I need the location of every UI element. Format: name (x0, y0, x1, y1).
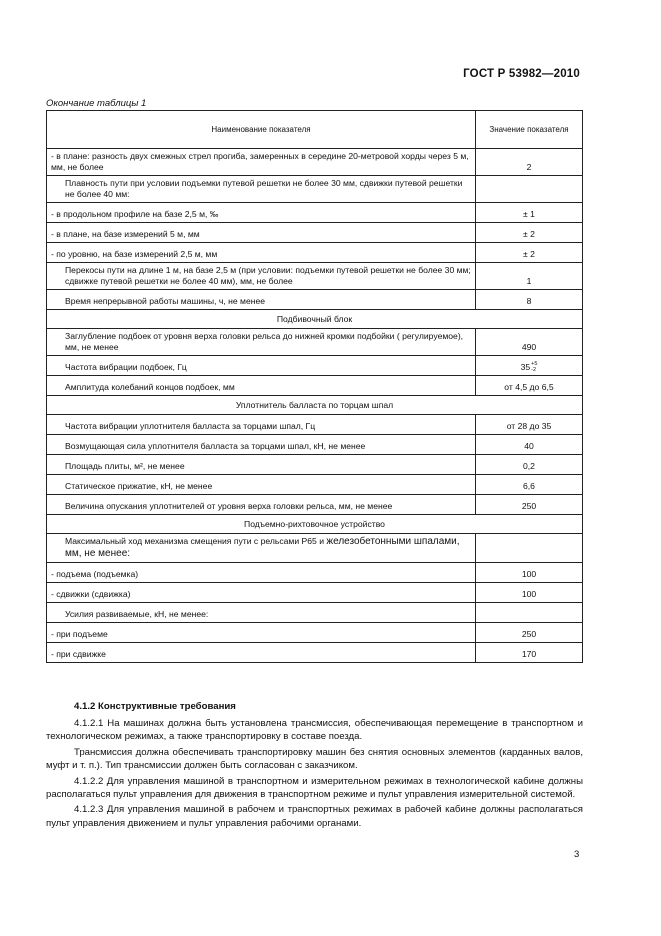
table-row (47, 495, 583, 515)
parameter-name: Усилия развиваемые, кН, не менее: (47, 603, 476, 623)
parameter-name: - по уровню, на базе измерений 2,5 м, мм (47, 243, 476, 263)
parameter-name: - при подъеме (47, 623, 476, 643)
parameter-name: Площадь плиты, м², не менее (47, 455, 476, 475)
parameter-name: - подъема (подъемка) (47, 563, 476, 583)
parameter-name: Плавность пути при условии подъемки путевой решетки не более 30 мм, сдвижки путевой решетки не более 40 мм: (47, 176, 476, 203)
parameter-value: 250 (476, 623, 583, 643)
paragraph: Трансмиссия должна обеспечивать транспортировку машин без снятия основных элементов (карданных валов, муфт и т. п.). Тип трансмиссии должен быть согласован с заказчиком. (46, 746, 583, 772)
parameter-value: 0,2 (476, 455, 583, 475)
parameter-name: Заглубление подбоек от уровня верха головки рельса до нижней кромки подбойки ( регулируемое), мм, не менее (47, 329, 476, 356)
table-header-row (47, 111, 583, 149)
table-row (47, 603, 583, 623)
parameter-name: Частота вибрации подбоек, Гц (47, 356, 476, 376)
parameter-value: 2 (476, 149, 583, 176)
table-caption: Окончание таблицы 1 (46, 98, 147, 109)
section-heading (46, 700, 583, 714)
parameter-value: ± 1 (476, 203, 583, 223)
parameter-value (476, 534, 583, 563)
table-row (47, 583, 583, 603)
column-header-name: Наименование показателя (47, 111, 476, 149)
parameter-name: Частота вибрации уплотнителя балласта за торцами шпал, Гц (47, 415, 476, 435)
paragraph: 4.1.2.2 Для управления машиной в транспортном и измерительном режимах в технологической кабине должны располагаться пульт управления для движения в транспортном режиме и пульт управления измерительной системой. (46, 775, 583, 801)
parameter-value: 170 (476, 643, 583, 663)
parameter-value (476, 603, 583, 623)
table-row (47, 149, 583, 176)
parameter-value: 250 (476, 495, 583, 515)
table-section-row (47, 515, 583, 534)
table-row (47, 415, 583, 435)
parameter-name: Величина опускания уплотнителей от уровня верха головки рельса, мм, не менее (47, 495, 476, 515)
table-row (47, 203, 583, 223)
table-row (47, 263, 583, 290)
parameter-name: - сдвижки (сдвижка) (47, 583, 476, 603)
value-base: 35 (520, 361, 531, 372)
parameter-name: - в плане: разность двух смежных стрел прогиба, замеренных в середине 20-метровой хорды через 5 м, мм, не более (47, 149, 476, 176)
table-section-row (47, 396, 583, 415)
parameters-table (46, 110, 583, 663)
table-row (47, 534, 583, 563)
parameter-name: - в плане, на базе измерений 5 м, мм (47, 223, 476, 243)
document-header: ГОСТ Р 53982—2010 (463, 68, 580, 80)
section-heading-number: 4.1.2 (74, 701, 96, 712)
parameter-value: ± 2 (476, 223, 583, 243)
paragraph: 4.1.2.3 Для управления машиной в рабочем и транспортных режимах в рабочей кабине должны располагаться пульт управления движением и пульт управления рабочими органами. (46, 804, 583, 830)
table-row (47, 329, 583, 356)
parameter-value: от 28 до 35 (476, 415, 583, 435)
value-tolerance (531, 362, 537, 373)
parameter-name: - в продольном профиле на базе 2,5 м, ‰ (47, 203, 476, 223)
parameter-value: 100 (476, 563, 583, 583)
table-row (47, 435, 583, 455)
tolerance-lower: -2 (531, 366, 537, 373)
parameter-value: 100 (476, 583, 583, 603)
table-row (47, 475, 583, 495)
table-row (47, 455, 583, 475)
table-row (47, 223, 583, 243)
column-header-value: Значение показателя (476, 111, 583, 149)
table-row (47, 356, 583, 376)
parameter-value (476, 176, 583, 203)
parameter-value: 8 (476, 290, 583, 310)
page-number: 3 (574, 849, 580, 860)
parameter-value: ± 2 (476, 243, 583, 263)
parameter-name: Амплитуда колебаний концов подбоек, мм (47, 376, 476, 396)
table-row (47, 290, 583, 310)
table-row (47, 563, 583, 583)
table-row (47, 643, 583, 663)
parameter-value (476, 356, 583, 376)
parameter-name: Перекосы пути на длине 1 м, на базе 2,5 м (при условии: подъемки путевой решетки не более 30 мм; сдвижке путевой решетки не более 40 мм), мм, не более (47, 263, 476, 290)
parameter-name: Статическое прижатие, кН, не менее (47, 475, 476, 495)
parameter-value: 6,6 (476, 475, 583, 495)
parameter-name: Возмущающая сила уплотнителя балласта за торцами шпал, кН, не менее (47, 435, 476, 455)
table-row (47, 243, 583, 263)
requirements-text (46, 700, 583, 832)
table-section-title: Подбивочный блок (47, 310, 583, 329)
parameter-name: Время непрерывной работы машины, ч, не менее (47, 290, 476, 310)
parameter-name-part: Максимальный ход механизма смещения пути с рельсами Р65 и (65, 536, 327, 546)
table-row (47, 176, 583, 203)
parameter-name-part: железобетонными шпалами, мм, не менее: (65, 536, 460, 559)
section-heading-title: Конструктивные требования (98, 701, 236, 712)
parameter-name (47, 534, 476, 563)
parameter-value: от 4,5 до 6,5 (476, 376, 583, 396)
table-section-title: Уплотнитель балласта по торцам шпал (47, 396, 583, 415)
table-section-row (47, 310, 583, 329)
parameter-value: 1 (476, 263, 583, 290)
tolerance-upper: +5 (531, 361, 538, 367)
table-row (47, 376, 583, 396)
table-section-title: Подъемно-рихтовочное устройство (47, 515, 583, 534)
parameter-value: 40 (476, 435, 583, 455)
table-row (47, 623, 583, 643)
paragraph: 4.1.2.1 На машинах должна быть установлена трансмиссия, обеспечивающая перемещение в транспортном и технологическом режимах, а также транспортировку в составе поезда. (46, 717, 583, 743)
parameter-name: - при сдвижке (47, 643, 476, 663)
parameter-value: 490 (476, 329, 583, 356)
